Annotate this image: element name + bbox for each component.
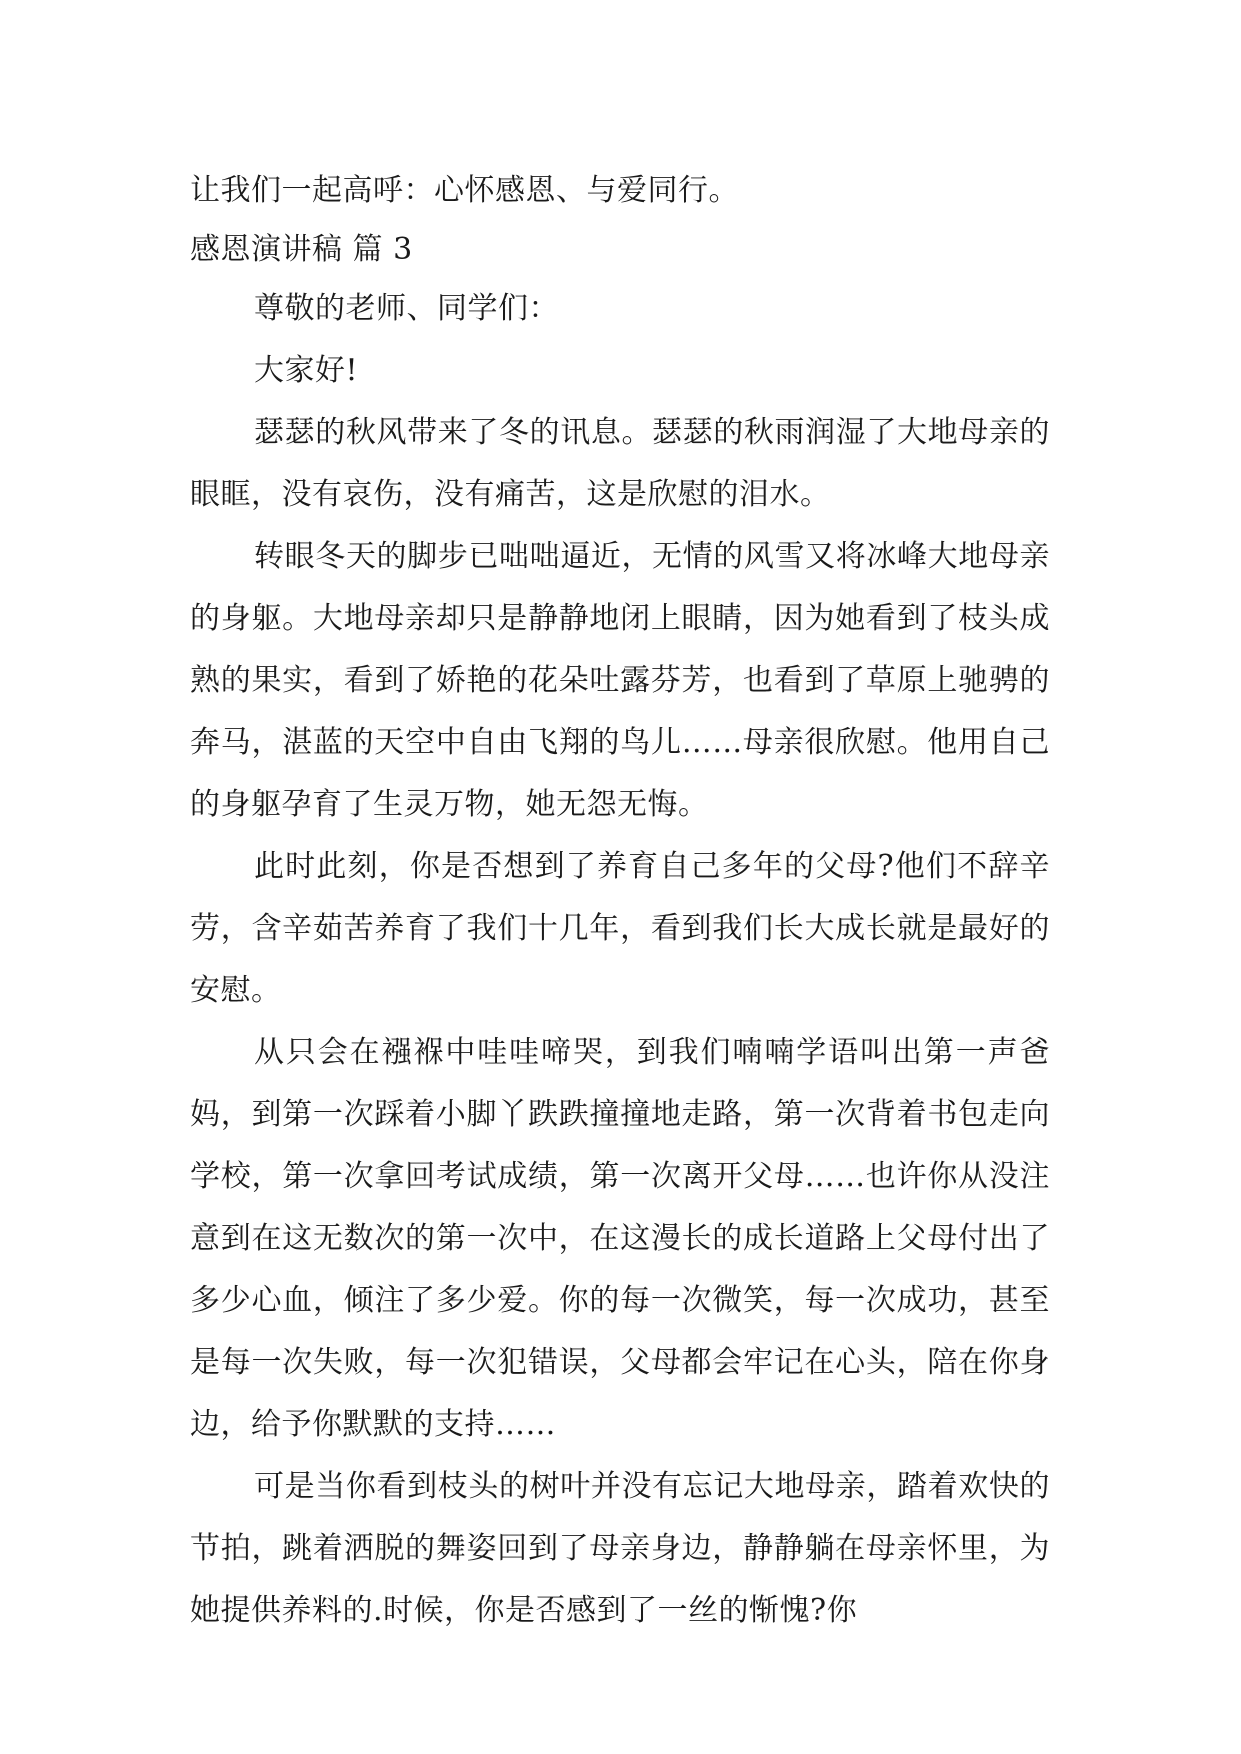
paragraph: 此时此刻，你是否想到了养育自己多年的父母?他们不辞辛劳，含辛茹苦养育了我们十几年，看到我们长大成长就是最好的安慰。 — [190, 849, 1050, 1008]
greeting: 大家好! — [254, 353, 359, 388]
document-body — [190, 160, 1050, 1642]
paragraph: 瑟瑟的秋风带来了冬的讯息。瑟瑟的秋雨润湿了大地母亲的眼眶，没有哀伤，没有痛苦，这是欣慰的泪水。 — [190, 415, 1050, 512]
intro-line: 让我们一起高呼：心怀感恩、与爱同行。 — [190, 173, 739, 208]
paragraph: 转眼冬天的脚步已咄咄逼近，无情的风雪又将冰峰大地母亲的身躯。大地母亲却只是静静地闭上眼睛，因为她看到了枝头成熟的果实，看到了娇艳的花朵吐露芬芳，也看到了草原上驰骋的奔马，湛蓝的天空中自由飞翔的鸟儿……母亲很欣慰。他用自己的身躯孕育了生灵万物，她无怨无悔。 — [190, 539, 1050, 822]
section-title: 感恩演讲稿 篇 3 — [190, 232, 413, 267]
paragraph: 从只会在襁褓中哇哇啼哭，到我们喃喃学语叫出第一声爸妈，到第一次踩着小脚丫跌跌撞撞地走路，第一次背着书包走向学校，第一次拿回考试成绩，第一次离开父母……也许你从没注意到在这无数次的第一次中，在这漫长的成长道路上父母付出了多少心血，倾注了多少爱。你的每一次微笑，每一次成功，甚至是每一次失败，每一次犯错误，父母都会牢记在心头，陪在你身边，给予你默默的支持…… — [190, 1035, 1050, 1442]
paragraph: 可是当你看到枝头的树叶并没有忘记大地母亲，踏着欢快的节拍，跳着洒脱的舞姿回到了母亲身边，静静躺在母亲怀里，为她提供养料的.时候，你是否感到了一丝的惭愧?你 — [190, 1469, 1050, 1628]
salutation: 尊敬的老师、同学们： — [254, 291, 559, 326]
